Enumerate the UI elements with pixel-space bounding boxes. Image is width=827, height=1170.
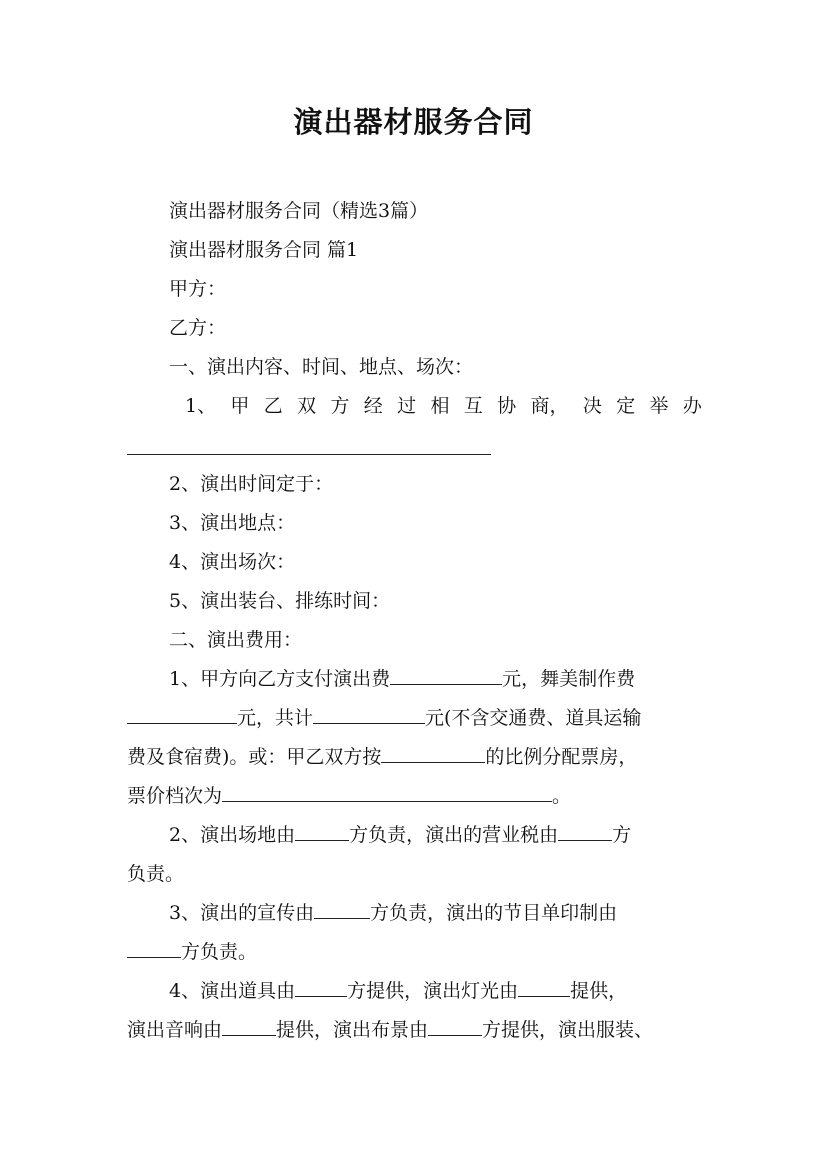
clause-text: 3、演出的宣传由 <box>169 902 315 924</box>
clause-text: 元，舞美制作费 <box>502 668 636 690</box>
blank-field <box>558 822 612 841</box>
blank-field <box>518 978 570 997</box>
blank-field <box>222 783 552 802</box>
clause-text: 方提供，演出灯光由 <box>347 980 519 1002</box>
part-heading: 演出器材服务合同 篇1 <box>169 239 359 261</box>
clause-1-2: 2、演出时间定于： <box>169 473 334 495</box>
blank-field <box>295 822 349 841</box>
clause-2-1-line-2 <box>127 705 702 731</box>
clause-2-4-line-1 <box>169 978 702 1004</box>
clause-text: 2、演出场地由 <box>169 824 296 846</box>
blank-field <box>295 978 347 997</box>
section-2-heading: 二、演出费用： <box>169 629 303 651</box>
clause-text: 票价档次为 <box>127 785 223 807</box>
party-b: 乙方： <box>169 317 227 339</box>
clause-2-2-line-1 <box>169 822 702 848</box>
blank-field <box>313 705 425 724</box>
clause-char: 举 <box>649 395 669 417</box>
document-title: 演出器材服务合同 <box>293 105 534 139</box>
clause-text: 1、甲方向乙方支付演出费 <box>169 668 391 690</box>
clause-char: 双 <box>297 395 317 417</box>
clause-text: 方负责，演出的营业税由 <box>349 824 559 846</box>
clause-char: 乙 <box>263 395 283 417</box>
clause-char: 甲 <box>230 395 250 417</box>
clause-2-2-line-2: 负责。 <box>127 863 185 885</box>
clause-char: 商， <box>530 395 569 417</box>
clause-text: 演出音响由 <box>127 1019 223 1041</box>
clause-char: 经 <box>363 395 383 417</box>
clause-char: 定 <box>616 395 636 417</box>
blank-field <box>127 705 237 724</box>
blank-field <box>390 666 502 685</box>
clause-1-5: 5、演出装台、排练时间： <box>169 590 391 612</box>
clause-2-1-line-1 <box>169 666 702 692</box>
clause-text: 提供， <box>570 980 628 1002</box>
blank-field <box>381 744 485 763</box>
clause-char: 方 <box>330 395 350 417</box>
clause-text: 方负责，演出的节目单印制由 <box>370 902 618 924</box>
clause-text: 方提供，演出服装、 <box>482 1019 654 1041</box>
clause-char: 决 <box>582 395 602 417</box>
clause-text: 。 <box>552 785 572 807</box>
clause-text: 提供，演出布景由 <box>276 1019 429 1041</box>
fill-in-line <box>127 454 491 455</box>
clause-char: 互 <box>463 395 483 417</box>
section-1-heading: 一、演出内容、时间、地点、场次： <box>169 356 474 378</box>
clause-1-4: 4、演出场次： <box>169 551 296 573</box>
clause-char: 1、 <box>185 395 217 417</box>
clause-char: 相 <box>430 395 450 417</box>
blank-field <box>314 900 370 919</box>
clause-2-3-line-1 <box>169 900 702 926</box>
blank-field <box>222 1017 276 1036</box>
clause-char: 协 <box>497 395 517 417</box>
blank-field <box>428 1017 482 1036</box>
subtitle: 演出器材服务合同（精选3篇） <box>169 200 429 222</box>
clause-1-1 <box>185 393 702 419</box>
clause-text: 元(不含交通费、道具运输 <box>425 707 642 729</box>
clause-char: 办 <box>682 395 702 417</box>
clause-text: 4、演出道具由 <box>169 980 296 1002</box>
clause-1-3: 3、演出地点： <box>169 512 296 534</box>
blank-field <box>127 939 181 958</box>
party-a: 甲方： <box>169 278 227 300</box>
clause-char: 过 <box>397 395 417 417</box>
clause-2-1-line-4 <box>127 783 702 809</box>
clause-text: 费及食宿费)。或：甲乙双方按 <box>127 746 382 768</box>
clause-text: 的比例分配票房， <box>485 746 638 768</box>
clause-2-1-line-3 <box>127 744 702 770</box>
clause-2-4-line-2 <box>127 1017 702 1043</box>
clause-text: 方 <box>612 824 632 846</box>
clause-2-3-line-2 <box>127 939 702 965</box>
clause-text: 元，共计 <box>237 707 314 729</box>
clause-text: 方负责。 <box>181 941 258 963</box>
